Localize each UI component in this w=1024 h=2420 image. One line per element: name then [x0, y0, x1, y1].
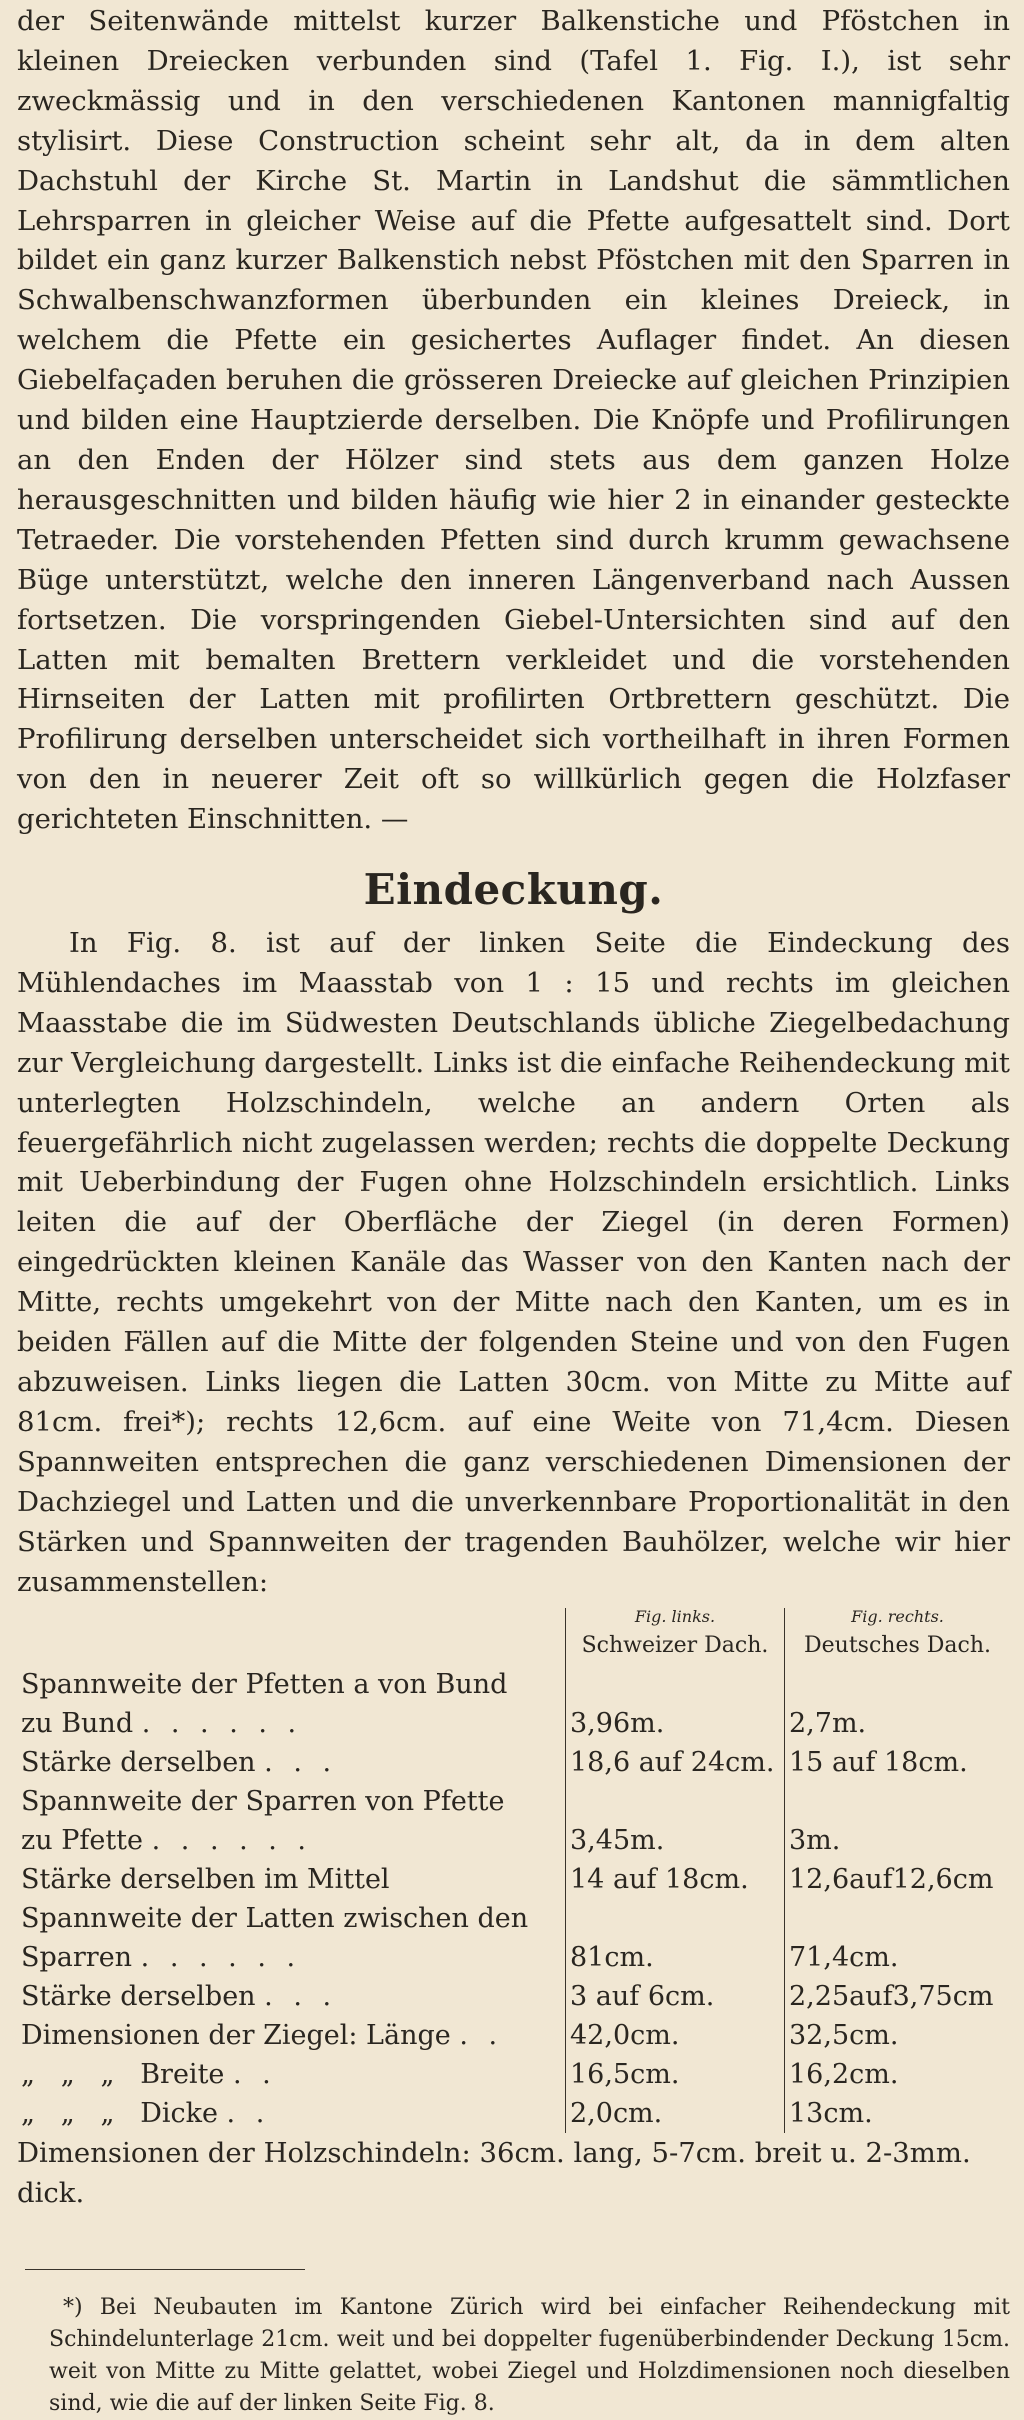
row-label: Stärke derselben im Mittel [21, 1864, 390, 1896]
row-label [17, 2094, 566, 2133]
row-leader-dots: . . . . . . [141, 1708, 303, 1740]
table-header-swiss [566, 1608, 785, 1665]
row-leader-dots: . . . . . . [140, 1942, 302, 1974]
row-label [17, 1938, 566, 1977]
table-row [17, 2094, 1010, 2133]
table-header-german-label: Deutsches Dach. [804, 1633, 991, 1659]
table-row [17, 1743, 1010, 1782]
footnote-divider [25, 2269, 305, 2270]
comparison-table [17, 1608, 1010, 2133]
row-value-swiss [566, 1782, 785, 1821]
row-value-german [785, 1782, 1011, 1821]
table-header-row [17, 1608, 1010, 1665]
row-label-text: Sparren [21, 1942, 133, 1974]
row-label-text: Dimensionen der Ziegel: Länge [21, 2020, 451, 2052]
row-value-swiss: 2,0cm. [566, 2094, 785, 2133]
shingle-dimensions-line: Dimensionen der Holzschindeln: 36cm. lang, 5-7cm. breit u. 2-3mm. dick. [17, 2137, 971, 2210]
row-label [17, 1743, 566, 1782]
row-label-text: zu Bund [21, 1708, 134, 1740]
row-label: Spannweite der Sparren von Pfette [21, 1786, 505, 1818]
table-row [17, 1938, 1010, 1977]
body-paragraph-eindeckung: In Fig. 8. ist auf der linken Seite die Eindeckung des Mühlendaches im Maasstab von 1 : 15 und rechts im gleichen Maasstabe die im Südwesten Deutschlands übliche Ziegelbedachung zur Vergleichung dargestellt. Links ist die einfache Reihendeckung mit unterlegten Holzschindeln, welche an andern Orten als feuergefährlich nicht zugelassen werden; rechts die doppelte Deckung mit Ueberbindung der Fugen ohne Holzschindeln ersichtlich. Links leiten die auf der Oberfläche der Ziegel (in deren Formen) eingedrückten kleinen Kanäle das Wasser von den Kanten nach der Mitte, rechts umgekehrt von der Mitte nach den Kanten, um es in beiden Fällen auf die Mitte der folgenden Steine und von den Fugen abzuweisen. Links liegen die Latten 30cm. von Mitte zu Mitte auf 81cm. frei*); rechts 12,6cm. auf eine Weite von 71,4cm. Diesen Spannweiten entsprechen die ganz verschiedenen Dimensionen der Dachziegel und Latten und die unverkennbare Proportionalität in den Stärken und Spannweiten der tragenden Bauhölzer, welche wir hier zusammenstellen: [17, 927, 1010, 1598]
table-header-german [785, 1608, 1011, 1665]
row-label [17, 1821, 566, 1860]
row-label: Spannweite der Latten zwischen den [21, 1903, 529, 1935]
table-header-german-note: Fig. rechts. [851, 1607, 944, 1627]
row-label-text: zu Pfette [21, 1825, 144, 1857]
table-header-swiss-label: Schweizer Dach. [581, 1633, 769, 1659]
row-leader-dots: . . [233, 2059, 277, 2091]
row-value-swiss: 3,45m. [566, 1821, 785, 1860]
row-label-text: Stärke derselben [21, 1981, 256, 2013]
row-value-german: 16,2cm. [785, 2055, 1011, 2094]
row-value-german: 2,25auf3,75cm [785, 1977, 1011, 2016]
row-value-swiss: 42,0cm. [566, 2016, 785, 2055]
table-header-swiss-note: Fig. links. [634, 1607, 716, 1627]
row-leader-dots: . . [459, 2020, 504, 2052]
row-label-text: Stärke derselben [21, 1747, 256, 1779]
row-value-swiss: 18,6 auf 24cm. [566, 1743, 785, 1782]
row-value-swiss: 3,96m. [566, 1704, 785, 1743]
table-row [17, 1704, 1010, 1743]
row-value-swiss: 16,5cm. [566, 2055, 785, 2094]
section-heading: Eindeckung. [363, 865, 664, 915]
row-label [17, 2016, 566, 2055]
table-header-empty [17, 1608, 566, 1665]
table-row [17, 1977, 1010, 2016]
row-value-german [785, 1899, 1011, 1938]
table-row [17, 1899, 1010, 1938]
table-row [17, 1821, 1010, 1860]
row-leader-dots: . . [226, 2098, 271, 2130]
row-value-german: 2,7m. [785, 1704, 1011, 1743]
row-value-german: 12,6auf12,6cm [785, 1860, 1011, 1899]
row-value-swiss: 14 auf 18cm. [566, 1860, 785, 1899]
row-value-german: 15 auf 18cm. [785, 1743, 1011, 1782]
row-value-german: 3m. [785, 1821, 1011, 1860]
table-row [17, 2055, 1010, 2094]
row-value-swiss [566, 1899, 785, 1938]
row-value-swiss: 3 auf 6cm. [566, 1977, 785, 2016]
row-value-german: 32,5cm. [785, 2016, 1011, 2055]
row-label [17, 1704, 566, 1743]
table-row [17, 2016, 1010, 2055]
table-row [17, 1782, 1010, 1821]
row-label [17, 1977, 566, 2016]
row-label-text: „ „ „ Dicke [21, 2098, 218, 2130]
body-paragraph-construction: der Seitenwände mittelst kurzer Balkenstiche und Pföstchen in kleinen Dreiecken verbunden sind (Tafel 1. Fig. I.), ist sehr zweckmässig und in den verschiedenen Kantonen mannigfaltig stylisirt. Diese Construction scheint sehr alt, da in dem alten Dachstuhl der Kirche St. Martin in Landshut die sämmtlichen Lehrsparren in gleicher Weise auf die Pfette aufgesattelt sind. Dort bildet ein ganz kurzer Balkenstich nebst Pföstchen mit den Sparren in Schwalbenschwanzformen überbunden ein kleines Dreieck, in welchem die Pfette ein gesichertes Auflager findet. An diesen Giebelfaçaden beruhen die grösseren Dreiecke auf gleichen Prinzipien und bilden eine Hauptzierde derselben. Die Knöpfe und Profilirungen an den Enden der Hölzer sind stets aus dem ganzen Holze herausgeschnitten und bilden häufig wie hier 2 in einander gesteckte Tetraeder. Die vorstehenden Pfetten sind durch krumm gewachsene Büge unterstützt, welche den inneren Längenverband nach Aussen fortsetzen. Die vorspringenden Giebel-Untersichten sind auf den Latten mit bemalten Brettern verkleidet und die vorstehenden Hirnseiten der Latten mit profilirten Ortbrettern geschützt. Die Profilirung derselben unterscheidet sich vortheilhaft in ihren Formen von den in neuerer Zeit oft so willkürlich gegen die Holzfaser gerichteten Einschnitten. — [17, 5, 1010, 836]
row-leader-dots: . . . [264, 1981, 338, 2013]
row-value-swiss: 81cm. [566, 1938, 785, 1977]
table-row [17, 1665, 1010, 1704]
row-value-german: 13cm. [785, 2094, 1011, 2133]
row-value-german: 71,4cm. [785, 1938, 1011, 1977]
row-leader-dots: . . . . . . [151, 1825, 313, 1857]
footnote: *) Bei Neubauten im Kantone Zürich wird bei einfacher Reihendeckung mit Schindelunterlage 21cm. weit und bei doppelter fugenüberbindender Deckung 15cm. weit von Mitte zu Mitte gelattet, wobei Ziegel und Holzdimensionen noch dieselben sind, wie die auf der linken Seite Fig. 8. [49, 2295, 1010, 2417]
row-label-text: „ „ „ Breite [21, 2059, 225, 2091]
row-value-swiss [566, 1665, 785, 1704]
row-label: Spannweite der Pfetten a von Bund [21, 1669, 508, 1701]
row-value-german [785, 1665, 1011, 1704]
table-row [17, 1860, 1010, 1899]
row-label [17, 2055, 566, 2094]
row-leader-dots: . . . [264, 1747, 338, 1779]
